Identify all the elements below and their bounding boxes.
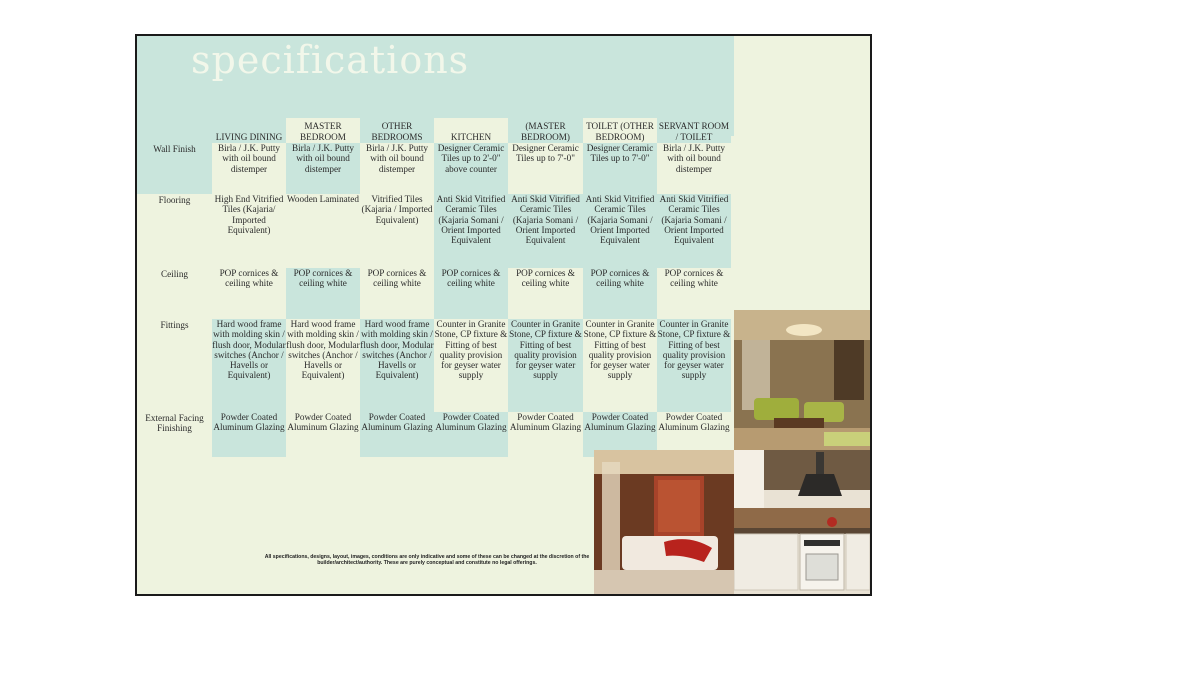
table-cell: Vitrified Tiles (Kajaria / Imported Equivalent) xyxy=(360,194,434,268)
table-row xyxy=(137,194,731,268)
table-cell: Birla / J.K. Putty with oil bound distemper xyxy=(286,143,360,194)
header-row xyxy=(137,118,731,143)
table-cell: Anti Skid Vitrified Ceramic Tiles (Kajaria Somani / Orient Imported Equivalent xyxy=(434,194,508,268)
table-cell: POP cornices & ceiling white xyxy=(657,268,731,319)
header-cell: TOILET (OTHER BEDROOM) xyxy=(583,118,657,143)
table-cell: Counter in Granite Stone, CP fixture & Fitting of best quality provision for geyser water supply xyxy=(508,319,583,412)
table-cell: Birla / J.K. Putty with oil bound distemper xyxy=(657,143,731,194)
row-label: Fittings xyxy=(137,319,212,412)
right-strip xyxy=(734,36,870,310)
table-cell: Powder Coated Aluminum Glazing xyxy=(212,412,286,457)
table-cell: Anti Skid Vitrified Ceramic Tiles (Kajaria Somani / Orient Imported Equivalent xyxy=(583,194,657,268)
row-label: Wall Finish xyxy=(137,143,212,194)
disclaimer-note: All specifications, designs, layout, images, conditions are only indicative and some of these can be changed at the discretion of the builder/architect/authority. These are purely conceptual and constitute no legal offerings. xyxy=(264,554,590,567)
page-title: specifications xyxy=(191,38,470,82)
header-cell: (MASTER BEDROOM) xyxy=(508,118,583,143)
table-cell: Wooden Laminated xyxy=(286,194,360,268)
header-cell: OTHER BEDROOMS xyxy=(360,118,434,143)
table-cell: POP cornices & ceiling white xyxy=(286,268,360,319)
table-cell: POP cornices & ceiling white xyxy=(360,268,434,319)
header-corner xyxy=(137,118,212,143)
table-cell: POP cornices & ceiling white xyxy=(508,268,583,319)
table-row xyxy=(137,268,731,319)
table-cell: Anti Skid Vitrified Ceramic Tiles (Kajaria Somani / Orient Imported Equivalent xyxy=(657,194,731,268)
bedroom-illustration xyxy=(594,450,734,594)
living-room-illustration xyxy=(734,310,870,450)
bedroom-photo xyxy=(594,450,734,594)
table-cell: POP cornices & ceiling white xyxy=(212,268,286,319)
header-cell: KITCHEN xyxy=(434,118,508,143)
specifications-page xyxy=(135,34,872,596)
table-cell: Hard wood frame with molding skin / flush door, Modular switches (Anchor / Havells or Equivalent) xyxy=(286,319,360,412)
table-cell: Hard wood frame with molding skin / flush door, Modular switches (Anchor / Havells or Equivalent) xyxy=(212,319,286,412)
header-cell: SERVANT ROOM / TOILET xyxy=(657,118,731,143)
row-label: External Facing Finishing xyxy=(137,412,212,457)
specifications-table xyxy=(137,118,731,457)
table-cell: Powder Coated Aluminum Glazing xyxy=(434,412,508,457)
table-cell: Powder Coated Aluminum Glazing xyxy=(657,412,731,457)
table-cell: Powder Coated Aluminum Glazing xyxy=(286,412,360,457)
table-cell: Powder Coated Aluminum Glazing xyxy=(360,412,434,457)
row-label: Ceiling xyxy=(137,268,212,319)
table-cell: POP cornices & ceiling white xyxy=(583,268,657,319)
table-cell: Birla / J.K. Putty with oil bound distemper xyxy=(212,143,286,194)
table-cell: Hard wood frame with molding skin / flush door, Modular switches (Anchor / Havells or Equivalent) xyxy=(360,319,434,412)
table-cell: Designer Ceramic Tiles up to 2'-0" above counter xyxy=(434,143,508,194)
kitchen-illustration xyxy=(734,450,870,594)
table-cell: POP cornices & ceiling white xyxy=(434,268,508,319)
table-cell: Powder Coated Aluminum Glazing xyxy=(508,412,583,457)
table-cell: Counter in Granite Stone, CP fixture & Fitting of best quality provision for geyser water supply xyxy=(657,319,731,412)
table-cell: Anti Skid Vitrified Ceramic Tiles (Kajaria Somani / Orient Imported Equivalent xyxy=(508,194,583,268)
table-cell: Designer Ceramic Tiles up to 7'-0" xyxy=(508,143,583,194)
table-row xyxy=(137,319,731,412)
kitchen-photo xyxy=(734,450,870,594)
table-row xyxy=(137,143,731,194)
table-cell: Counter in Granite Stone, CP fixture & Fitting of best quality provision for geyser water supply xyxy=(434,319,508,412)
table-cell: Powder Coated Aluminum Glazing xyxy=(583,412,657,457)
header-cell: LIVING DINING xyxy=(212,118,286,143)
table-cell: Counter in Granite Stone, CP fixture & Fitting of best quality provision for geyser water supply xyxy=(583,319,657,412)
table-cell: High End Vitrified Tiles (Kajaria/ Imported Equivalent) xyxy=(212,194,286,268)
row-label: Flooring xyxy=(137,194,212,268)
table-cell: Designer Ceramic Tiles up to 7'-0" xyxy=(583,143,657,194)
living-room-photo xyxy=(734,310,870,450)
header-cell: MASTER BEDROOM xyxy=(286,118,360,143)
table-cell: Birla / J.K. Putty with oil bound distemper xyxy=(360,143,434,194)
